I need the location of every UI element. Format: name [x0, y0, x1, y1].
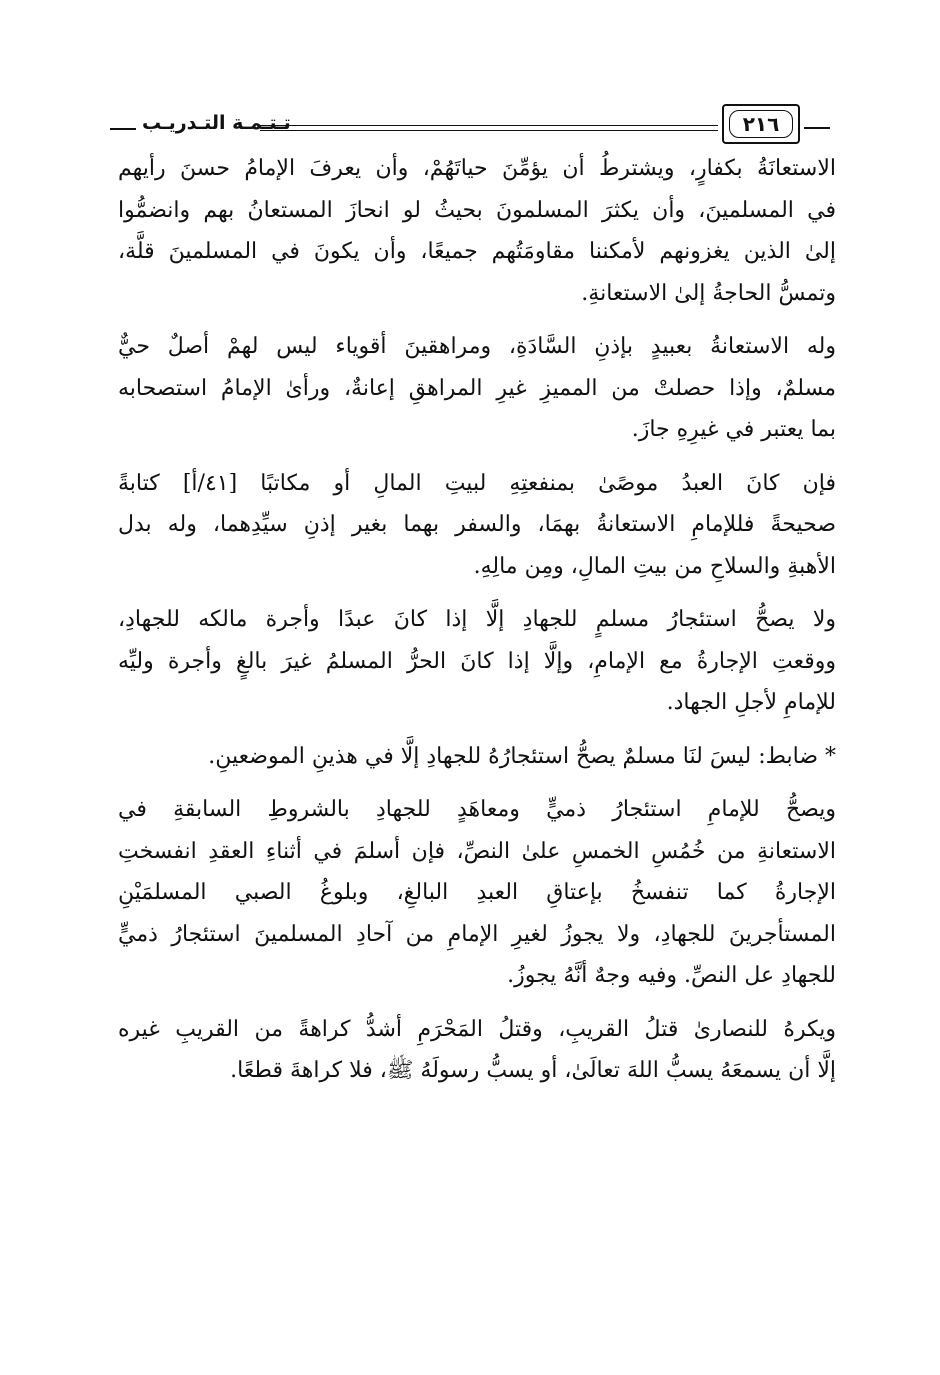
paragraph-2: [118, 326, 836, 451]
text-line: إلىٰ الذين يغزونهم لأمكننا مقاومَتُهم جميعًا، وأن يكونَ في المسلمينَ قلَّة،: [118, 239, 836, 264]
text-line: صحيحةً فللإمامِ الاستعانةُ بهمَا، والسفر بهما بغير إذنِ سيِّدِهما، وله بدل: [118, 512, 836, 537]
page-body: [118, 148, 836, 1104]
text-line: * ضابط: ليسَ لنَا مسلمٌ يصحُّ استئجارُهُ للجهادِ إلَّا في هذينِ الموضعينِ.: [208, 743, 836, 769]
text-line: الأهبةِ والسلاحِ من بيتِ المالِ، ومِن مالِهِ.: [473, 553, 836, 579]
text-line: الاستعانةِ من خُمُسِ الخمسِ علىٰ النصِّ، فإن أسلمَ في أثناءِ العقدِ انفسختِ: [118, 838, 836, 864]
paragraph-5: [118, 789, 836, 997]
text-line: ويصحُّ للإمامِ استئجارُ ذميٍّ ومعاهَدٍ للجهادِ بالشروطِ السابقةِ في: [118, 797, 836, 822]
paragraph-3: [118, 463, 836, 588]
text-line: ووقعتِ الإجارةُ مع الإمامِ، وإلَّا إذا كانَ الحرُّ المسلمُ غيرَ بالغٍ وأجرة وليِّه: [118, 648, 836, 674]
text-line: للإمامِ لأجلِ الجهاد.: [666, 690, 836, 715]
text-line: ولا يصحُّ استئجارُ مسلمٍ للجهادِ إلَّا إذا كانَ عبدًا وأجرة مالكه للجهادِ،: [118, 607, 836, 632]
text-line: وتمسُّ الحاجةُ إلىٰ الاستعانةِ.: [581, 280, 836, 306]
text-line: المستأجرينَ للجهادِ، ولا يجوزُ لغيرِ الإمامِ من آحادِ المسلمينَ استئجارُ ذميٍّ: [118, 921, 836, 947]
running-title: تـتـمـة التـدريـب: [142, 112, 291, 134]
header-rule-right: [804, 127, 830, 129]
page-header: [110, 100, 830, 148]
header-rule-bottom: [260, 130, 718, 131]
header-rule-left: [110, 128, 136, 130]
header-rule-top: [260, 125, 718, 126]
text-line: وله الاستعانةُ بعبيدٍ بإذنِ السَّادَةِ، ومراهقينَ أقوياء ليس لهمْ أصلٌ حيٌّ: [118, 334, 836, 359]
text-line: مسلمٌ، وإذا حصلتْ من المميزِ غيرِ المراهقِ إعانةٌ، ورأىٰ الإمامُ استصحابه: [118, 375, 836, 401]
text-line: إلَّا أن يسمعَهُ يسبُّ اللهَ تعالَىٰ، أو يسبُّ رسولَهُ ﷺ، فلا كراهةَ قطعًا.: [230, 1058, 836, 1083]
text-line: بما يعتبر في غيرِهِ جازَ.: [631, 417, 836, 442]
text-line: فإن كانَ العبدُ موصًىٰ بمنفعتِهِ لبيتِ المالِ أو مكاتبًا [٤١/أ] كتابةً: [118, 470, 837, 496]
text-line: للجهادِ عل النصِّ. وفيه وجهٌ أنَّهُ يجوزُ.: [507, 963, 836, 988]
text-line: الإجارةُ كما تنفسخُ بإعتاقِ العبدِ البالغِ، وبلوغُ الصبي المسلمَيْنِ: [118, 880, 836, 905]
paragraph-4: [118, 599, 836, 724]
text-line: في المسلمينَ، وأن يكثرَ المسلمونَ بحيثُ لو انحازَ المستعانُ بهم وانضمُّوا: [118, 197, 836, 223]
page-number: ٢١٦: [729, 110, 793, 138]
text-line: ويكرهُ للنصارىٰ قتلُ القريبِ، وقتلُ المَحْرَمِ أشدُّ كراهةً من القريبِ غيره: [118, 1016, 836, 1042]
text-line: الاستعانَةُ بكفارٍ، ويشترطُ أن يؤمِّنَ حياتَهُمْ، وأن يعرفَ الإمامُ حسنَ رأيهم: [118, 156, 836, 181]
paragraph-6: [118, 1009, 836, 1092]
rule-note: [118, 736, 836, 778]
page-number-frame: [722, 104, 800, 144]
paragraph-1: [118, 148, 836, 314]
